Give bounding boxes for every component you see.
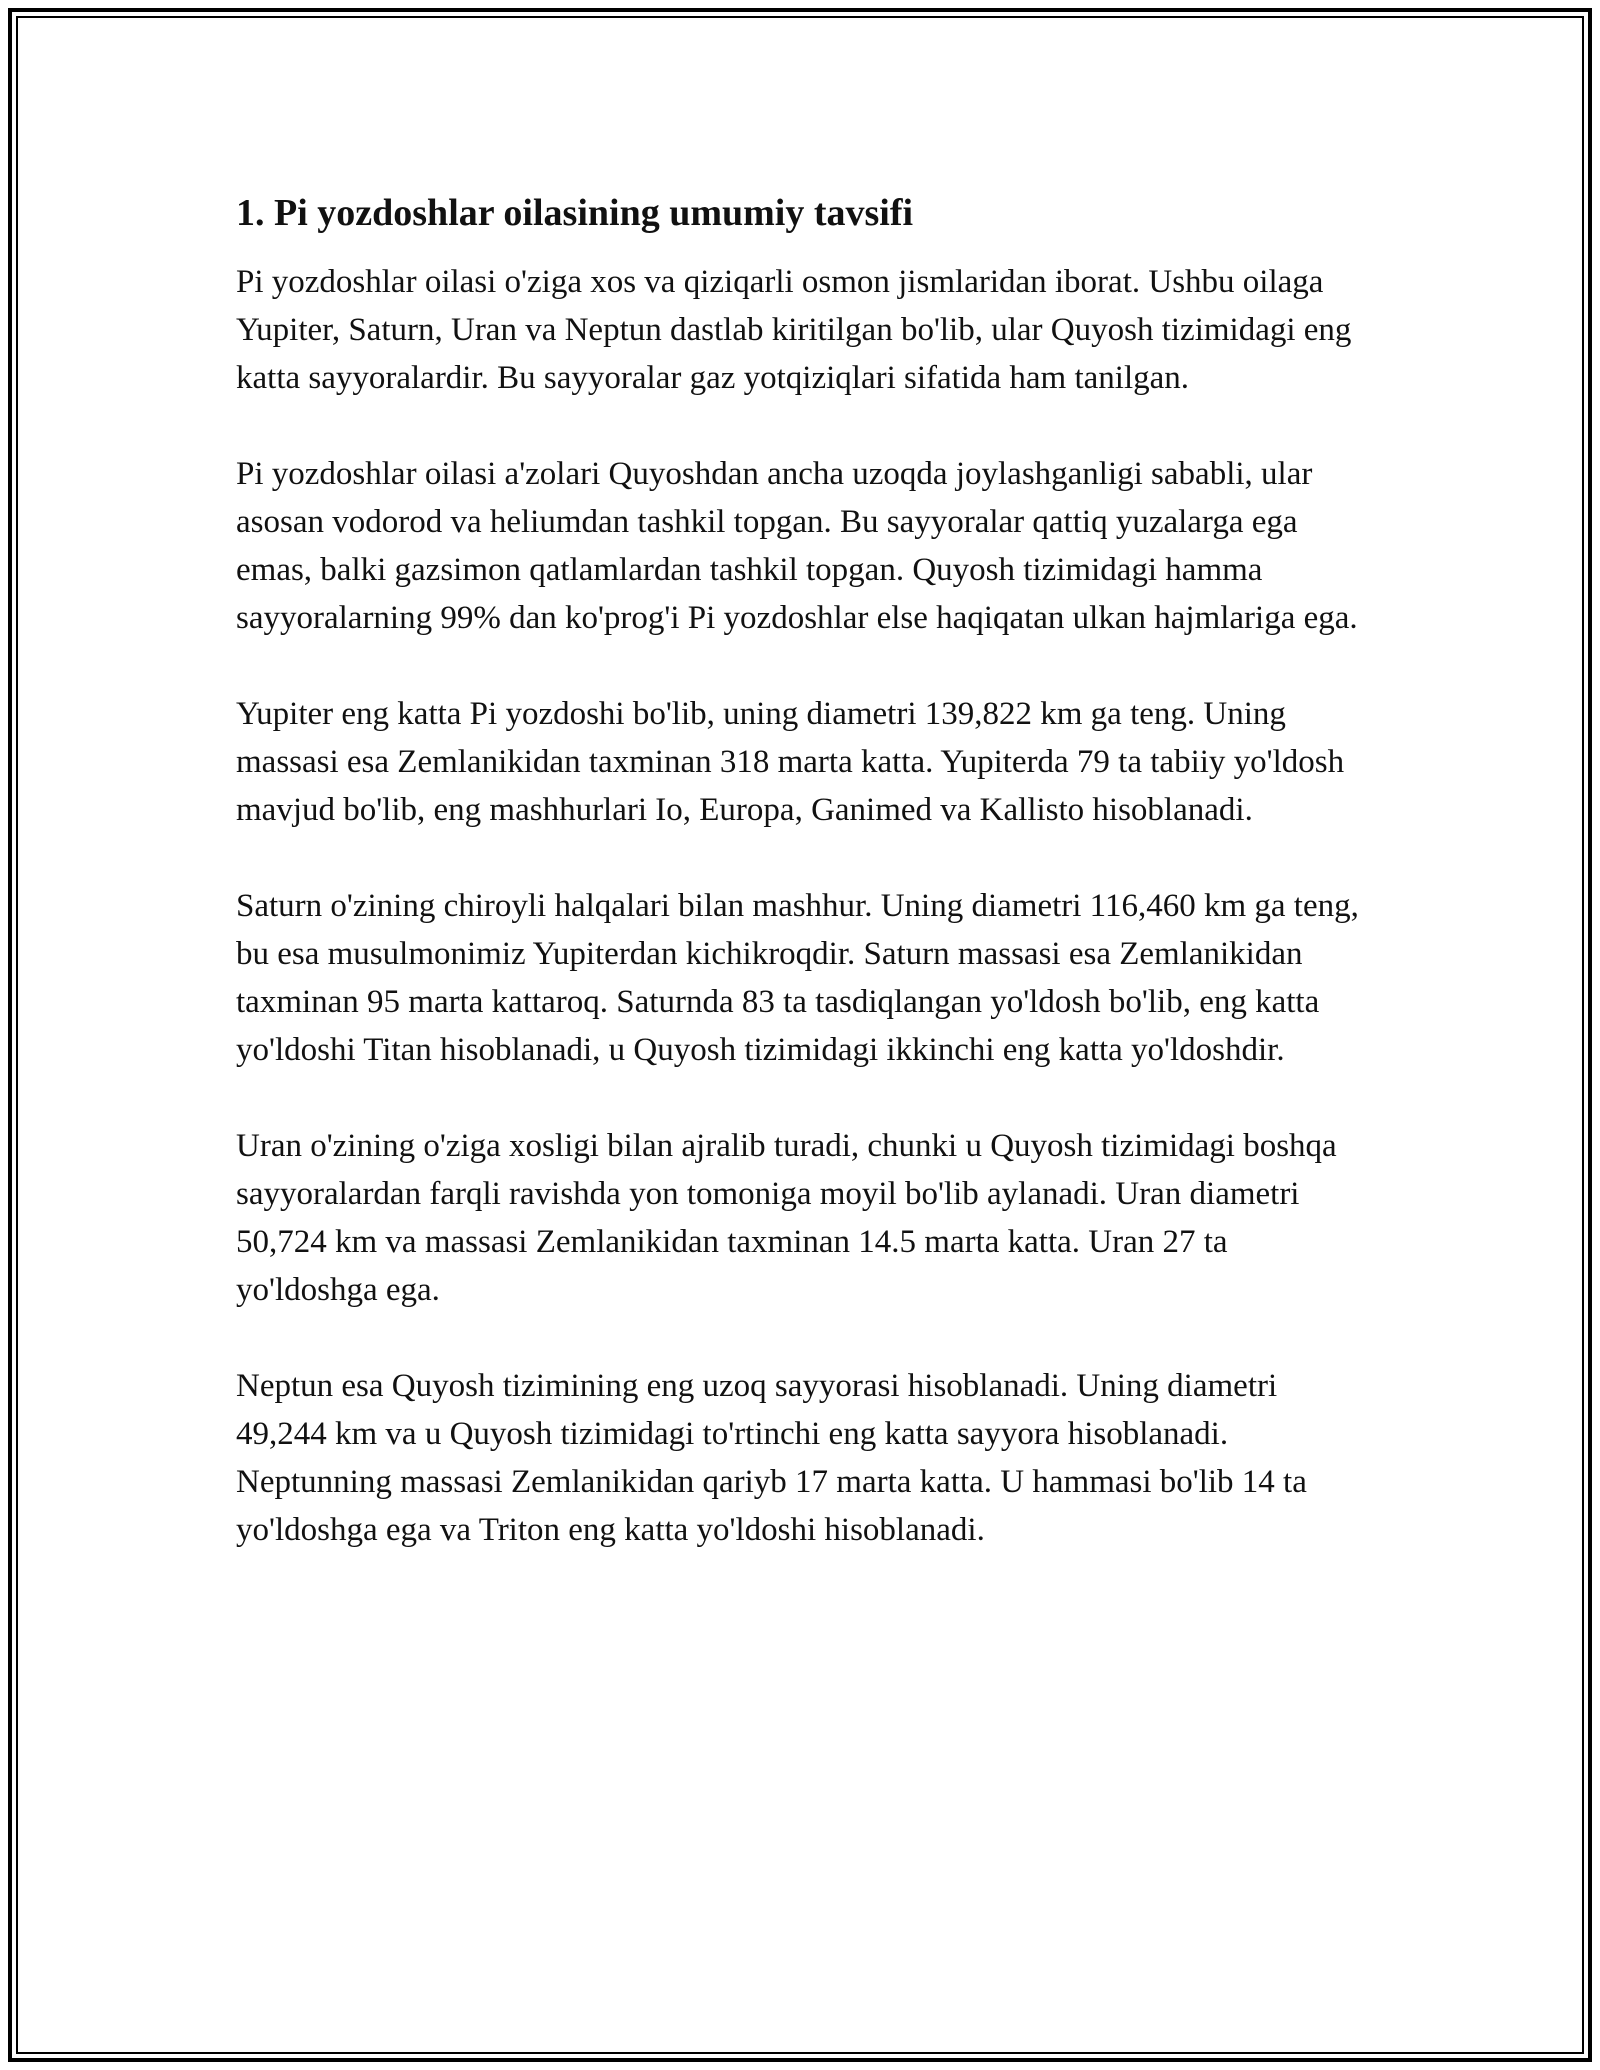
section-heading: 1. Pi yozdoshlar oilasining umumiy tavsifi [236, 192, 914, 234]
paragraph-intro: Pi yozdoshlar oilasi o'ziga xos va qiziqarli osmon jismlaridan iborat. Ushbu oilaga Yupiter, Saturn, Uran va Neptun dastlab kiritilgan bo'lib, ular Quyosh tizimidagi eng katta sayyoralardir. Bu sayyoralar gaz yotqiziqlari sifatida ham tanilgan. [236, 264, 1352, 396]
paragraph-saturn: Saturn o'zining chiroyli halqalari bilan mashhur. Uning diametri 116,460 km ga teng, bu esa musulmonimiz Yupiterdan kichikroqdir. Saturn massasi esa Zemlanikidan taxminan 95 marta kattaroq. Saturnda 83 ta tasdiqlangan yo'ldosh bo'lib, eng katta yo'ldoshi Titan hisoblanadi, u Quyosh tizimidagi ikkinchi eng katta yo'ldoshdir. [236, 888, 1359, 1068]
paragraph-jupiter: Yupiter eng katta Pi yozdoshi bo'lib, uning diametri 139,822 km ga teng. Uning massasi esa Zemlanikidan taxminan 318 marta katta. Yupiterda 79 ta tabiiy yo'ldosh mavjud bo'lib, eng mashhurlari Io, Europa, Ganimed va Kallisto hisoblanadi. [236, 696, 1345, 828]
paragraph-uranus: Uran o'zining o'ziga xosligi bilan ajralib turadi, chunki u Quyosh tizimidagi boshqa sayyoralardan farqli ravishda yon tomoniga moyil bo'lib aylanadi. Uran diametri 50,724 km va massasi Zemlanikidan taxminan 14.5 marta katta. Uran 27 ta yo'ldoshga ega. [236, 1128, 1337, 1308]
paragraph-composition: Pi yozdoshlar oilasi a'zolari Quyoshdan ancha uzoqda joylashganligi sababli, ular asosan vodorod va heliumdan tashkil topgan. Bu sayyoralar qattiq yuzalarga ega emas, balki gazsimon qatlamlardan tashkil topgan. Quyosh tizimidagi hamma sayyoralarning 99% dan ko'prog'i Pi yozdoshlar else haqiqatan ulkan hajmlariga ega. [236, 456, 1358, 636]
paragraph-neptune: Neptun esa Quyosh tizimining eng uzoq sayyorasi hisoblanadi. Uning diametri 49,244 km va u Quyosh tizimidagi to'rtinchi eng katta sayyora hisoblanadi. Neptunning massasi Zemlanikidan qariyb 17 marta katta. U hammasi bo'lib 14 ta yo'ldoshga ega va Triton eng katta yo'ldoshi hisoblanadi. [236, 1368, 1307, 1548]
document-body [236, 188, 1376, 1554]
